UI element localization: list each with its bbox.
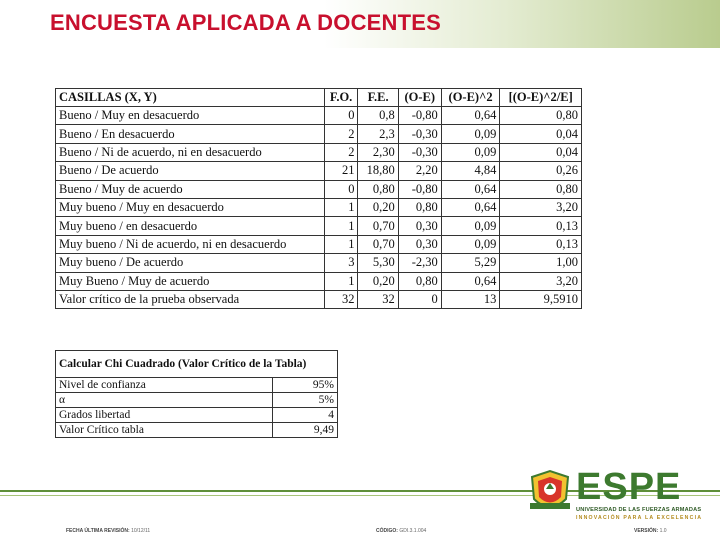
cell-o-e-squared: 0,64 xyxy=(441,107,500,125)
cell-chi-term: 9,5910 xyxy=(500,290,582,308)
critical-param-value: 4 xyxy=(273,408,338,423)
footer-version xyxy=(634,528,667,534)
critical-value-table xyxy=(55,350,338,438)
cell-o-e-squared: 0,09 xyxy=(441,125,500,143)
cell-fo: 0 xyxy=(324,107,358,125)
cell-o-e: 0,30 xyxy=(398,217,441,235)
cell-casillas: Bueno / Ni de acuerdo, ni en desacuerdo xyxy=(56,143,325,161)
cell-o-e: 0 xyxy=(398,290,441,308)
footer-version-value: 1.0 xyxy=(659,528,667,534)
cell-chi-term: 1,00 xyxy=(500,254,582,272)
critical-param-value: 9,49 xyxy=(273,423,338,438)
critical-table-row xyxy=(56,393,338,408)
cell-fo: 1 xyxy=(324,198,358,216)
col-header-casillas: CASILLAS (X, Y) xyxy=(56,89,325,107)
espe-logo xyxy=(524,465,720,527)
cell-casillas: Muy Bueno / Muy de acuerdo xyxy=(56,272,325,290)
critical-param-label: Grados libertad xyxy=(56,408,273,423)
cell-casillas: Bueno / Muy de acuerdo xyxy=(56,180,325,198)
table-header-row xyxy=(56,89,582,107)
cell-o-e: 0,30 xyxy=(398,235,441,253)
table-row xyxy=(56,198,582,216)
cell-fe: 0,8 xyxy=(358,107,398,125)
critical-param-label: α xyxy=(56,393,273,408)
table-row xyxy=(56,125,582,143)
cell-casillas: Valor crítico de la prueba observada xyxy=(56,290,325,308)
cell-fe: 32 xyxy=(358,290,398,308)
cell-fe: 5,30 xyxy=(358,254,398,272)
critical-param-label: Nivel de confianza xyxy=(56,378,273,393)
cell-chi-term: 0,26 xyxy=(500,162,582,180)
table-row xyxy=(56,162,582,180)
footer-revision xyxy=(66,528,150,534)
cell-o-e: 0,80 xyxy=(398,198,441,216)
table-row xyxy=(56,235,582,253)
cell-chi-term: 0,04 xyxy=(500,143,582,161)
cell-o-e: -2,30 xyxy=(398,254,441,272)
cell-fo: 1 xyxy=(324,272,358,290)
cell-o-e-squared: 0,09 xyxy=(441,143,500,161)
cell-fe: 2,30 xyxy=(358,143,398,161)
table-row xyxy=(56,254,582,272)
cell-fe: 18,80 xyxy=(358,162,398,180)
table-row xyxy=(56,217,582,235)
cell-chi-term: 0,04 xyxy=(500,125,582,143)
col-header-fo: F.O. xyxy=(324,89,358,107)
cell-o-e: 0,80 xyxy=(398,272,441,290)
cell-fo: 2 xyxy=(324,125,358,143)
cell-o-e-squared: 5,29 xyxy=(441,254,500,272)
cell-chi-term: 3,20 xyxy=(500,272,582,290)
cell-fe: 0,20 xyxy=(358,272,398,290)
cell-o-e: -0,30 xyxy=(398,143,441,161)
cell-casillas: Muy bueno / Ni de acuerdo, ni en desacuerdo xyxy=(56,235,325,253)
cell-fe: 0,70 xyxy=(358,235,398,253)
cell-casillas: Muy bueno / De acuerdo xyxy=(56,254,325,272)
critical-param-label: Valor Crítico tabla xyxy=(56,423,273,438)
cell-fe: 0,70 xyxy=(358,217,398,235)
footer-code-value: GDI.3.1.004 xyxy=(399,528,427,534)
cell-chi-term: 0,13 xyxy=(500,217,582,235)
critical-table-row xyxy=(56,423,338,438)
page-title: ENCUESTA APLICADA A DOCENTES xyxy=(50,10,442,35)
cell-o-e: -0,80 xyxy=(398,180,441,198)
cell-chi-term: 0,80 xyxy=(500,180,582,198)
col-header-fe: F.E. xyxy=(358,89,398,107)
cell-o-e: -0,80 xyxy=(398,107,441,125)
cell-chi-term: 3,20 xyxy=(500,198,582,216)
cell-casillas: Bueno / En desacuerdo xyxy=(56,125,325,143)
critical-table-row xyxy=(56,408,338,423)
cell-o-e-squared: 13 xyxy=(441,290,500,308)
cell-o-e: -0,30 xyxy=(398,125,441,143)
table-row xyxy=(56,180,582,198)
footer-revision-label: FECHA ÚLTIMA REVISIÓN: xyxy=(66,528,130,534)
cell-fe: 2,3 xyxy=(358,125,398,143)
critical-param-value: 95% xyxy=(273,378,338,393)
table-row xyxy=(56,107,582,125)
critical-param-value: 5% xyxy=(273,393,338,408)
cell-fo: 21 xyxy=(324,162,358,180)
cell-chi-term: 0,80 xyxy=(500,107,582,125)
cell-casillas: Muy bueno / en desacuerdo xyxy=(56,217,325,235)
col-header-o-e: (O-E) xyxy=(398,89,441,107)
university-seal-icon xyxy=(528,469,572,515)
chi-square-table xyxy=(55,88,582,309)
cell-fo: 3 xyxy=(324,254,358,272)
cell-o-e-squared: 0,64 xyxy=(441,198,500,216)
cell-casillas: Bueno / Muy en desacuerdo xyxy=(56,107,325,125)
critical-table-title: Calcular Chi Cuadrado (Valor Crítico de la Tabla) xyxy=(56,351,338,378)
cell-fo: 1 xyxy=(324,217,358,235)
cell-fo: 32 xyxy=(324,290,358,308)
cell-fe: 0,80 xyxy=(358,180,398,198)
footer-code xyxy=(376,528,426,534)
cell-o-e-squared: 0,64 xyxy=(441,180,500,198)
critical-table-header-row xyxy=(56,351,338,378)
brand-subtitle: UNIVERSIDAD DE LAS FUERZAS ARMADAS xyxy=(576,507,702,513)
table-row xyxy=(56,143,582,161)
col-header-chi-term: [(O-E)^2/E] xyxy=(500,89,582,107)
cell-o-e-squared: 0,09 xyxy=(441,235,500,253)
cell-o-e-squared: 0,64 xyxy=(441,272,500,290)
cell-chi-term: 0,13 xyxy=(500,235,582,253)
brand-name: ESPE xyxy=(576,466,682,508)
col-header-o-e-squared: (O-E)^2 xyxy=(441,89,500,107)
cell-casillas: Bueno / De acuerdo xyxy=(56,162,325,180)
footer-version-label: VERSIÓN: xyxy=(634,528,659,534)
cell-casillas: Muy bueno / Muy en desacuerdo xyxy=(56,198,325,216)
cell-o-e: 2,20 xyxy=(398,162,441,180)
footer-revision-value: 10/12/11 xyxy=(131,528,151,534)
table-row xyxy=(56,272,582,290)
brand-tagline: INNOVACIÓN PARA LA EXCELENCIA xyxy=(576,515,703,521)
cell-fo: 2 xyxy=(324,143,358,161)
cell-fe: 0,20 xyxy=(358,198,398,216)
cell-o-e-squared: 0,09 xyxy=(441,217,500,235)
critical-table-row xyxy=(56,378,338,393)
cell-o-e-squared: 4,84 xyxy=(441,162,500,180)
cell-fo: 1 xyxy=(324,235,358,253)
footer-code-label: CÓDIGO: xyxy=(376,528,398,534)
table-row xyxy=(56,290,582,308)
cell-fo: 0 xyxy=(324,180,358,198)
